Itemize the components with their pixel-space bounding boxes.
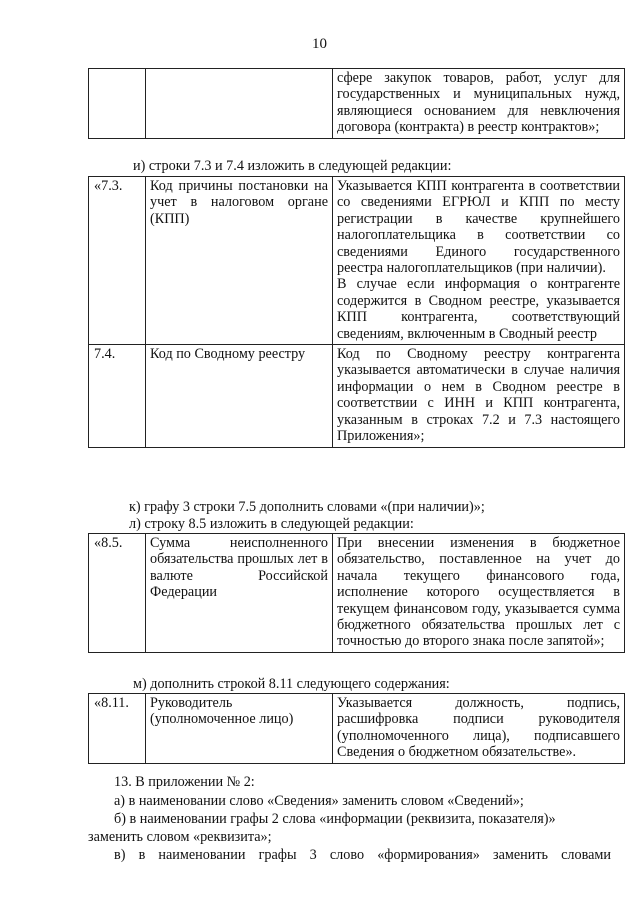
cell-name — [146, 69, 333, 139]
cell-number: «8.5. — [89, 534, 146, 653]
cell-number: «8.11. — [89, 694, 146, 764]
description-part-1: Указывается КПП контрагента в соответствии со сведениями ЕГРЮЛ и КПП по месту регистрации в качестве крупнейшего налогоплательщика в соответствии со сведениями Единого государственного реестра налогоплательщиков (при наличии). — [337, 178, 620, 277]
paragraph-v: в) в наименовании графы 3 слово «формирования» заменить словами — [114, 847, 611, 863]
paragraph-b-line-1: б) в наименовании графы 2 слова «информации (реквизита, показателя)» — [114, 811, 556, 827]
cell-name: Руководитель (уполномоченное лицо) — [146, 694, 333, 764]
cell-description: Код по Сводному реестру контрагента указывается автоматически в случае наличия информации о нем в Сводном реестре в соответствии с ИНН и КПП контрагента, указанным в строках 7.2 и 7.3 настоящего Приложения»; — [333, 345, 625, 447]
cell-number: «7.3. — [89, 177, 146, 345]
table-row — [89, 345, 625, 447]
table-row-8-11 — [88, 693, 625, 764]
paragraph-13: 13. В приложении № 2: — [114, 774, 255, 790]
table-row — [89, 69, 625, 139]
cell-description: При внесении изменения в бюджетное обязательство, поставленное на учет до начала текущего финансового года, исполнение которого осуществляется в текущем финансовом году, указывается сумма бюджетного обязательства прошлых лет с точностью до второго знака после запятой»; — [333, 534, 625, 653]
table-row — [89, 534, 625, 653]
paragraph-i: и) строки 7.3 и 7.4 изложить в следующей редакции: — [133, 158, 452, 174]
paragraph-l: л) строку 8.5 изложить в следующей редакции: — [129, 516, 414, 532]
description-part-2: В случае если информация о контрагенте содержится в Сводном реестре, указывается КПП контрагента, соответствующий сведениям, включенным в Сводный реестр — [337, 276, 620, 342]
paragraph-m: м) дополнить строкой 8.11 следующего содержания: — [133, 676, 450, 692]
cell-number — [89, 69, 146, 139]
table-continuation — [88, 68, 625, 139]
table-row — [89, 694, 625, 764]
cell-description: Указывается должность, подпись, расшифровка подписи руководителя (уполномоченного лица), подписавшего Сведения о бюджетном обязательстве». — [333, 694, 625, 764]
cell-name: Сумма неисполненного обязательства прошлых лет в валюте Российской Федерации — [146, 534, 333, 653]
cell-description: сфере закупок товаров, работ, услуг для государственных и муниципальных нужд, являющиеся основанием для невключения договора (контракта) в реестр контрактов»; — [333, 69, 625, 139]
paragraph-b-line-2: заменить словом «реквизита»; — [88, 829, 272, 845]
paragraph-k: к) графу 3 строки 7.5 дополнить словами «(при наличии)»; — [129, 499, 485, 515]
table-row-8-5 — [88, 533, 625, 653]
page-number: 10 — [312, 36, 327, 52]
cell-number: 7.4. — [89, 345, 146, 447]
table-row — [89, 177, 625, 345]
cell-description — [333, 177, 625, 345]
table-rows-7-3-7-4 — [88, 176, 625, 448]
cell-name: Код по Сводному реестру — [146, 345, 333, 447]
paragraph-a: а) в наименовании слово «Сведения» заменить словом «Сведений»; — [114, 793, 524, 809]
cell-name: Код причины постановки на учет в налоговом органе (КПП) — [146, 177, 333, 345]
